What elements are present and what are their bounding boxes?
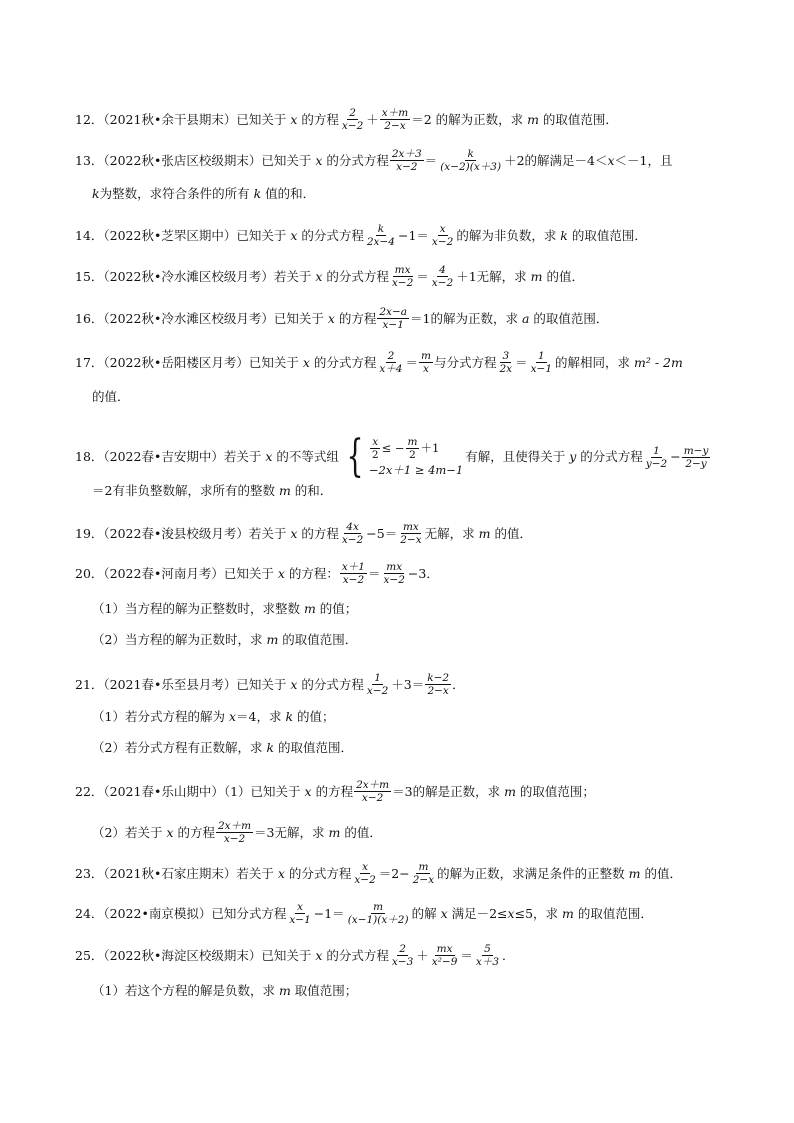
variable: x	[290, 676, 298, 692]
problem-14	[75, 223, 754, 248]
variable: x	[304, 783, 312, 799]
variable: m	[628, 865, 641, 881]
problem-text: 的和．	[290, 483, 333, 498]
problem-text: 的值．	[542, 268, 584, 284]
problem-text: ＝2有非负整数解，求所有的整数	[92, 483, 279, 498]
problem-text: 的方程	[311, 783, 354, 799]
problem-text: 12．（2021秋•余干县期末）已知关于	[75, 111, 291, 127]
fraction: $\frac{1}{y-2}$	[645, 444, 668, 470]
problem-text: （2）若分式方程有正数解，求	[92, 740, 267, 755]
problem-text: 的方程	[297, 525, 339, 541]
problem-text: ．	[502, 947, 515, 963]
problem-text: 的分式方程	[322, 268, 389, 284]
operator: ＋	[416, 947, 429, 963]
variable: x	[302, 354, 310, 370]
problem-text: 23．（2021秋•石家庄期末）若关于	[75, 865, 278, 881]
problem-text: 的分式方程	[284, 865, 352, 881]
problem-text: 的取值范围．	[529, 310, 609, 326]
operator: ＋1	[420, 441, 440, 455]
fraction: $\frac{m}{(x-1)(x+2)}$	[347, 901, 409, 926]
problem-text: ＝4，求	[236, 709, 286, 724]
variable: m	[278, 983, 291, 998]
problem-22-part-2	[92, 820, 754, 845]
problem-text: 为整数，求符合条件的所有	[99, 186, 254, 201]
problem-text: 24．（2022•南京模拟）已知分式方程	[75, 905, 287, 921]
problem-15	[75, 264, 754, 289]
inequality: −2x＋1 ≥ 4m−1	[368, 462, 464, 477]
problem-text: 的方程	[334, 310, 377, 326]
problem-text: 值的和．	[261, 186, 316, 201]
operator: ≤ −	[381, 441, 405, 455]
problem-text: 的方程	[297, 111, 339, 127]
problem-text: （2）当方程的解为正数时，求	[92, 632, 267, 647]
fraction: $\frac{4x}{x-2}$	[341, 521, 364, 546]
variable: m	[504, 783, 516, 799]
problem-24	[75, 901, 754, 926]
problem-text: 的取值范围．	[538, 111, 618, 127]
problem-text: 20．（2022春•河南月考）已知关于	[75, 565, 278, 581]
variable: k	[253, 186, 262, 201]
expression: m² - 2m	[634, 354, 683, 370]
problem-21-part-2	[92, 738, 754, 758]
variable: m	[303, 601, 316, 616]
variable: x	[315, 268, 323, 284]
operator: ＝	[515, 354, 528, 370]
variable: m	[527, 111, 539, 127]
problem-text: −3．	[407, 565, 439, 581]
variable: k	[285, 709, 294, 724]
problem-23	[75, 861, 754, 886]
problem-text: 的分式方程	[322, 152, 389, 168]
fraction: $\frac{mx}{x-2}$	[391, 264, 414, 289]
problem-text: 取值范围；	[290, 983, 358, 998]
problem-text: 满足－2≤	[447, 905, 508, 921]
problem-20	[75, 561, 754, 586]
problem-text: 的值．	[340, 824, 382, 840]
problem-text: 的解	[411, 905, 441, 921]
problem-16	[75, 306, 754, 331]
problem-19	[75, 521, 754, 546]
variable: y	[569, 449, 577, 464]
problem-text: 25．（2022秋•海淀区校级期末）已知关于	[75, 947, 316, 963]
operator: ＝2−	[378, 865, 410, 881]
problem-text: ＝1的解为正数，求	[410, 310, 522, 326]
variable: m	[478, 525, 491, 541]
problem-text: （1）若分式方程的解为	[92, 709, 229, 724]
problem-text: 有解，且使得关于	[465, 449, 570, 464]
problem-text: 的取值范围．	[274, 740, 353, 755]
problem-21-part-1	[92, 707, 754, 727]
problem-25-part-1	[92, 981, 754, 1001]
variable: x	[277, 865, 285, 881]
problem-text: 的分式方程	[297, 676, 364, 692]
operator: −	[670, 449, 681, 464]
fraction: $\frac{x+1}{x-2}$	[341, 561, 365, 586]
problem-text: ＝2 的解为正数，求	[411, 111, 528, 127]
problem-text: （1）当方程的解为正整数时，求整数	[92, 601, 304, 616]
variable: x	[277, 565, 285, 581]
problem-text: 无解，求	[424, 525, 479, 541]
problem-text: 14．（2022秋•芝罘区期中）已知关于	[75, 227, 291, 243]
fraction: $\frac{1}{x-2}$	[366, 672, 389, 697]
problem-17	[75, 350, 754, 375]
problem-text: 17．（2022秋•岳阳楼区月考）已知关于	[75, 354, 303, 370]
fraction: $\frac{x+m}{2-x}$	[381, 107, 409, 132]
problem-text: 的解相同，求	[555, 354, 634, 370]
problem-text: 18．（2022春•吉安期中）若关于	[75, 449, 266, 464]
problem-20-part-1	[92, 599, 754, 619]
variable: x	[290, 111, 298, 127]
fraction: $\frac{x}{2}$	[371, 435, 379, 461]
problem-25	[75, 943, 754, 968]
problem-13	[75, 148, 754, 173]
fraction: $\frac{2x+m}{x-2}$	[356, 779, 390, 804]
fraction: $\frac{mx}{\text{x²−9}}$	[431, 943, 458, 968]
fraction: $\frac{5}{x+3}$	[475, 943, 500, 968]
variable: m	[278, 483, 291, 498]
problem-text: 的值．	[92, 389, 130, 404]
problem-13-continued	[92, 184, 754, 204]
fraction: $\frac{2}{x-2}$	[341, 107, 364, 132]
problem-text: 的取值范围；	[515, 783, 595, 799]
variable: x	[166, 824, 174, 840]
operator: ＝	[416, 268, 429, 284]
problem-text: 的方程	[173, 824, 215, 840]
fraction: $\frac{2}{x-3}$	[391, 943, 414, 968]
fraction: $\frac{x}{x-2}$	[354, 861, 376, 886]
variable: k	[560, 227, 568, 243]
problem-text: 的分式方程	[576, 449, 643, 464]
problem-text: ．	[452, 676, 465, 692]
variable: m	[562, 905, 574, 921]
problem-text: 的不等式组	[272, 449, 339, 464]
operator: −1＝	[397, 227, 429, 243]
fraction: $\frac{2x+3}{x-2}$	[391, 148, 422, 173]
brace-icon: {	[346, 431, 364, 482]
operator: −1＝	[313, 905, 345, 921]
problem-text: ＜－1，且	[614, 152, 673, 168]
problem-text: ＝3无解，求	[254, 824, 329, 840]
problem-text: 的解为正数，求满足条件的正整数	[437, 865, 629, 881]
variable: x	[440, 905, 448, 921]
fraction: $\frac{1}{x-1}$	[530, 350, 553, 375]
variable: x	[327, 310, 335, 326]
fraction: $\frac{2x+m}{x-2}$	[217, 820, 252, 845]
fraction: $\frac{k}{2x-4}$	[366, 223, 395, 248]
problem-text: （2）若关于	[92, 824, 167, 840]
variable: m	[266, 632, 279, 647]
problem-text: 的方程：	[284, 565, 339, 581]
fraction: $\frac{2}{x+4}$	[379, 350, 403, 375]
problem-text: ≤5，求	[514, 905, 562, 921]
problem-text: 的分式方程	[322, 947, 389, 963]
fraction: $\frac{m}{x}$	[421, 350, 431, 375]
variable: x	[290, 525, 298, 541]
variable: x	[507, 905, 515, 921]
variable: x	[315, 947, 323, 963]
variable: x	[265, 449, 273, 464]
fraction: $\frac{x}{x-2}$	[431, 223, 454, 248]
variable: x	[228, 709, 236, 724]
problem-text: 的取值范围．	[567, 227, 647, 243]
problem-20-part-2	[92, 630, 754, 650]
operator: −5＝	[366, 525, 398, 541]
problem-text: 15．（2022秋•冷水滩区校级月考）若关于	[75, 268, 316, 284]
problem-22	[75, 779, 754, 804]
variable: k	[92, 186, 100, 201]
fraction: $\frac{mx}{x-2}$	[383, 561, 405, 586]
variable: m	[530, 268, 543, 284]
problem-text: 的取值范围．	[573, 905, 653, 921]
problem-18-continued	[92, 481, 754, 501]
fraction: $\frac{k-2}{2-x}$	[427, 672, 450, 697]
fraction: $\frac{4}{x-2}$	[431, 264, 454, 289]
problem-text: 22．（2021春•乐山期中）（1）已知关于	[75, 783, 305, 799]
problem-text: 19．（2022春•浚县校级月考）若关于	[75, 525, 291, 541]
problem-text: ＋2的解满足－4＜	[504, 152, 608, 168]
problem-text: 的值；	[315, 601, 358, 616]
variable: a	[521, 310, 530, 326]
operator: ＝	[367, 565, 381, 581]
fraction: $\frac{k}{(x-2)(x+3)}$	[440, 148, 502, 173]
problem-text: 的值．	[640, 865, 682, 881]
fraction: $\frac{m-y}{2-y}$	[683, 444, 709, 470]
problem-text: 的分式方程	[297, 227, 364, 243]
fraction: $\frac{m}{2}$	[407, 435, 418, 461]
fraction: $\frac{3}{2x}$	[499, 350, 513, 375]
problem-text: 的解为非负数，求	[456, 227, 561, 243]
problem-text: （1）若这个方程的解是负数，求	[92, 983, 279, 998]
fraction: $\frac{2x-a}{x-1}$	[379, 306, 408, 331]
problem-17-continued	[92, 387, 754, 407]
problem-text: 的值；	[293, 709, 335, 724]
problem-12	[75, 107, 754, 132]
operator: ＝	[424, 152, 438, 168]
variable: k	[266, 740, 275, 755]
problem-text: 21．（2021春•乐至县月考）已知关于	[75, 676, 291, 692]
operator: ＋	[366, 111, 379, 127]
fraction: $\frac{x}{x-1}$	[289, 901, 311, 926]
operator: ＝	[460, 947, 473, 963]
variable: x	[607, 152, 615, 168]
operator: ＋3＝	[391, 676, 425, 692]
problem-text: ＋1无解，求	[456, 268, 531, 284]
operator: ＝	[405, 354, 418, 370]
problem-21	[75, 672, 754, 697]
fraction: $\frac{mx}{2-x}$	[400, 521, 422, 546]
problem-text: 的取值范围．	[278, 632, 358, 647]
variable: x	[315, 152, 323, 168]
problem-text: ＝3的解是正数，求	[392, 783, 505, 799]
problem-text: 16．（2022秋•冷水滩区校级月考）已知关于	[75, 310, 328, 326]
variable: m	[328, 824, 341, 840]
problem-text: 的分式方程	[309, 354, 377, 370]
problem-18	[75, 431, 754, 482]
problem-text: 的值．	[490, 525, 532, 541]
problem-text: 与分式方程	[433, 354, 497, 370]
fraction: $\frac{m}{2-x}$	[412, 861, 435, 886]
inequality-system	[341, 431, 464, 482]
problem-text: 13．（2022秋•张店区校级期末）已知关于	[75, 152, 316, 168]
variable: x	[290, 227, 298, 243]
